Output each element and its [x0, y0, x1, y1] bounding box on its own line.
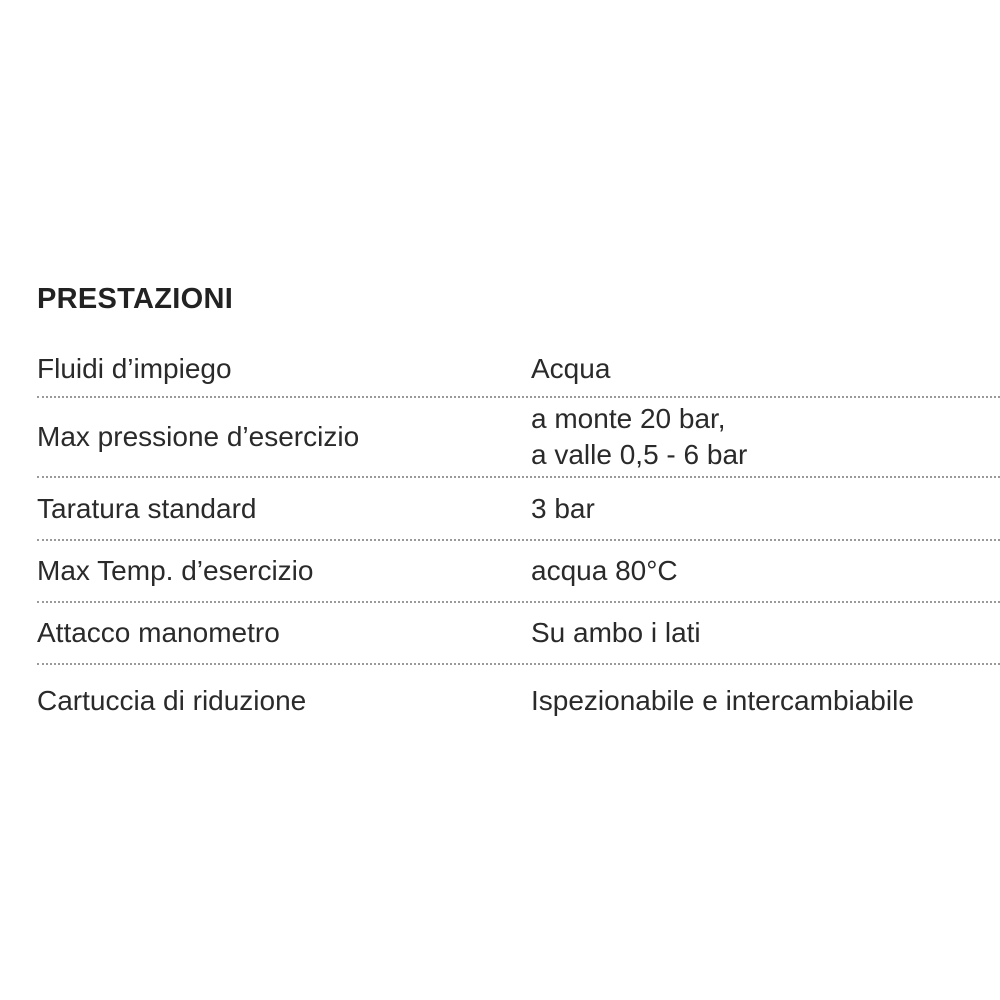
spec-value-line: Ispezionabile e intercambiabile	[531, 685, 914, 716]
spec-label: Attacco manometro	[37, 617, 280, 648]
spec-label: Taratura standard	[37, 492, 257, 524]
spec-value-line: Acqua	[531, 352, 611, 384]
spec-label: Max pressione d’esercizio	[37, 421, 360, 452]
spec-row-temperatura	[37, 541, 1000, 603]
spec-value	[531, 401, 1000, 473]
spec-value-line: 3 bar	[531, 492, 595, 524]
spec-row-cartuccia	[37, 665, 1000, 737]
spec-row-pressione	[37, 398, 1000, 478]
spec-value-line: acqua 80°C	[531, 555, 678, 586]
spec-table	[37, 341, 1000, 737]
spec-label: Cartuccia di riduzione	[37, 685, 307, 716]
spec-value	[531, 553, 1000, 589]
spec-value	[531, 351, 1000, 387]
spec-value-line: a monte 20 bar,	[531, 403, 726, 434]
spec-value	[531, 491, 1000, 527]
spec-row-fluidi	[37, 341, 1000, 398]
spec-value-line: Su ambo i lati	[531, 617, 701, 648]
spec-row-manometro	[37, 603, 1000, 665]
section-title: PRESTAZIONI	[37, 283, 234, 315]
spec-value	[531, 615, 1000, 651]
spec-row-taratura	[37, 478, 1000, 541]
spec-label: Fluidi d’impiego	[37, 352, 232, 384]
spec-label: Max Temp. d’esercizio	[37, 555, 314, 586]
spec-value	[531, 683, 1000, 719]
spec-value-line: a valle 0,5 - 6 bar	[531, 439, 748, 470]
